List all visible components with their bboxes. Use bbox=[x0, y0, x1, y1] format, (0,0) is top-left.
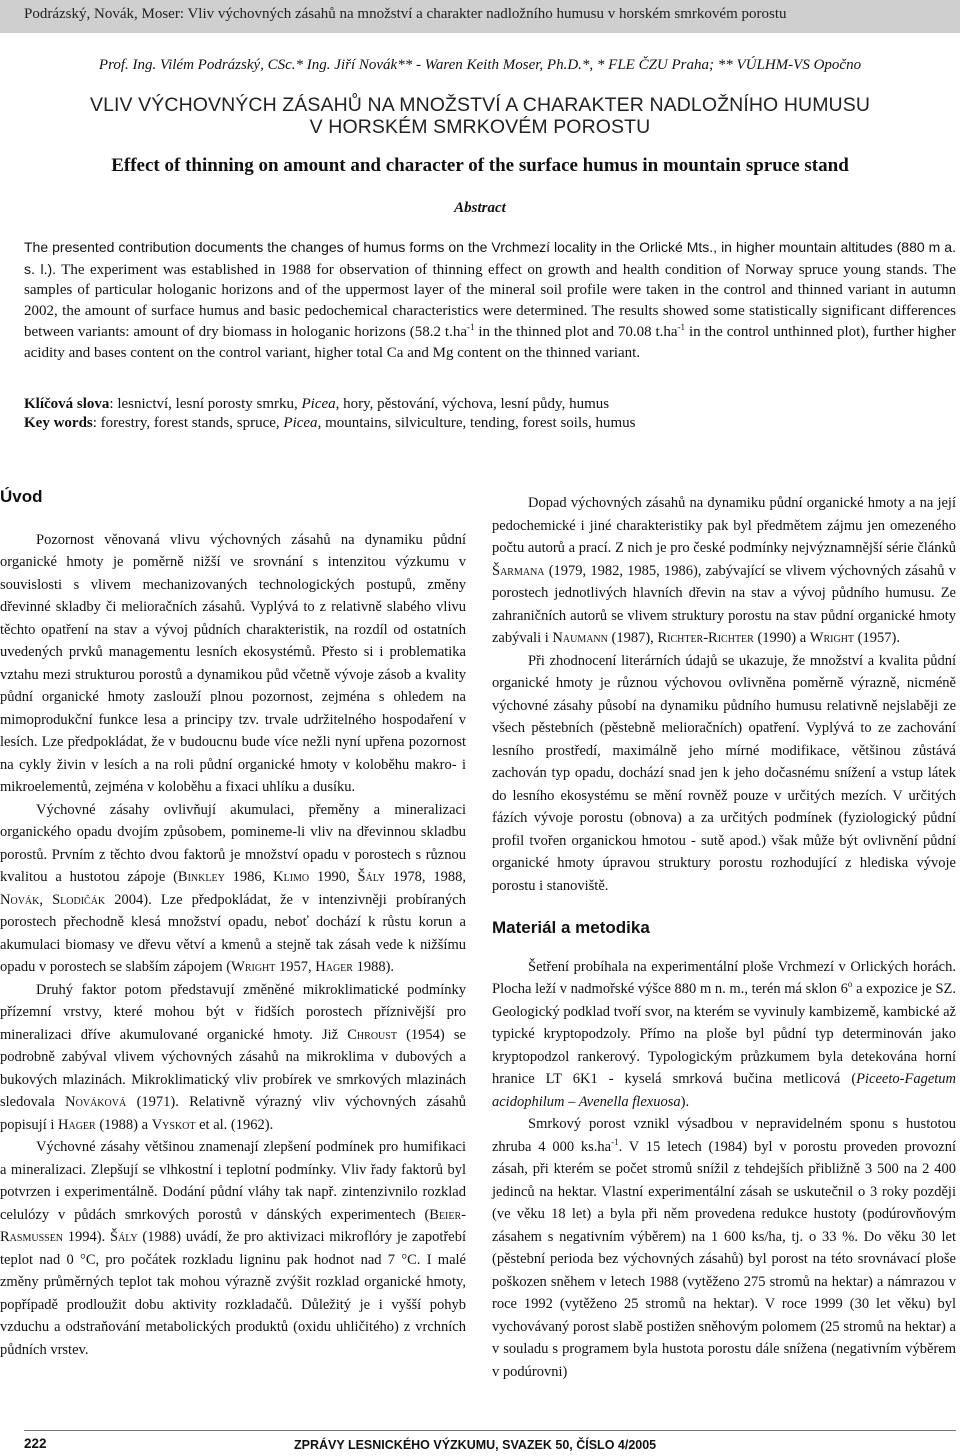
text: Druhý faktor potom představují změněné mikroklimatické podmínky přízemní vrstvy, které mohou být v řidších porostech příznivější pro mineralizaci dříve akumulované organické hmoty. Již bbox=[0, 981, 466, 1043]
text: (1988) a bbox=[95, 1116, 152, 1133]
text: (1990) a bbox=[753, 630, 810, 646]
text: (1988) uvádí, že pro aktivizaci mikroflóry je zapotřebí teplot nad 0 °C, pro počátek rozkladu ligninu pak hodnot nad 7 °C. I malé změny průměrných teplot tak mohou výrazně zvýšit rozklad organické hmoty, popřípadě prodloužit dobu aktivity rozkladačů. Důležitý je i vyšší pohyb vzduchu a odstraňování metabolických produktů (oxidu uhličitého) z vrchních půdních vrstev. bbox=[0, 1229, 466, 1358]
citation: Chroust bbox=[347, 1026, 397, 1043]
keywords-czech bbox=[24, 395, 956, 414]
species-italic: Piceeto-Fagetum acidophilum – Avenella flexuosa bbox=[492, 1071, 956, 1110]
text: (1979, 1982, 1985, 1986), zabývající se vlivem výchovných zásahů v porostech jednotlivých hlavních dřevin na stav a vývoj půdního humusu. Ze zahraničních autorů se vlivem struktury porostu na stav půdní organické hmoty zabývali i bbox=[492, 562, 956, 646]
text: (1957). bbox=[854, 630, 900, 646]
text: Výchovné zásahy většinou znamenají zlepšení podmínek pro humifikaci a mineralizaci. Zlepšují se vlhkostní i teplotní podmínky. Vliv řady faktorů byl potvrzen i experimentálně. Dodání půdní vláhy tak např. zintenzivnilo rozklad celulózy v půdách smrkových porostů v dánských experimentech ( bbox=[0, 1139, 466, 1223]
text: , bbox=[39, 891, 53, 908]
keywords-english-text-2: , mountains, silviculture, tending, forest soils, humus bbox=[317, 415, 636, 431]
text: (1987), bbox=[607, 630, 658, 646]
text: 1957, bbox=[275, 959, 316, 975]
citation: Vyskot bbox=[151, 1116, 196, 1133]
running-header: Podrázský, Novák, Moser: Vliv výchovných zásahů na množství a charakter nadložního humusu v horském smrkovém porostu bbox=[24, 6, 787, 22]
paragraph bbox=[0, 1136, 466, 1361]
paragraph: Při zhodnocení literárních údajů se ukazuje, že množství a kvalita půdní organické hmoty je různou výchovou ovlivněna poměrně výrazně, nicméně výchovné zásahy působí na dynamiku půdního humusu relativně nejslaběji ze všech pěstebních (pěstebně melioračních) opatření. Vyplývá to ze zachování lesního prostředí, maximálně jeho mírné modifikace, většinou zůstává zachován typ opadu, dochází snad jen k jeho dočasnému snížení a vstup látek do lesního ekosystému se mění rovněž pouze v určitých mezích. V určitých fázích vývoje porostu (obnova) a za určitých podmínek (fyziologický půdní profil tvořen organickou hmotou - sutě apod.) však může být ovlivnění půdní organické hmoty úpravou struktury porostu rozhodující z hlediska vývoje porostu i stanoviště. bbox=[492, 652, 956, 894]
paragraph bbox=[492, 956, 956, 1114]
abstract-part-4: in the control unthinned plot), further higher acidity and bases content on the control variant, higher total Ca and Mg content on the thinned variant. bbox=[24, 323, 956, 361]
abstract-part-2: The experiment was established in 1988 for observation of thinning effect on growth and health condition of Norway spruce young stands. The samples of particular hologanic horizons and of the uppermost layer of the mineral soil profile were taken in the control and thinned variant in autumn 2002, the amount of surface humus and basic pedochemical characteristics were determined. The results showed some statistically significant differences between variants: amount of dry biomass in hologanic horizons (58.2 t.ha bbox=[24, 261, 956, 340]
unit-sup: -1 bbox=[611, 1136, 619, 1147]
text: 1978, 1988, bbox=[385, 869, 467, 885]
text: Šetření probíhala na experimentální ploše Vrchmezí v Orlických horách. Plocha leží v nadmořské výšce 880 m n. m., terén má sklon 6 bbox=[492, 958, 956, 997]
citation: Nováková bbox=[65, 1094, 127, 1110]
keywords-czech-text-2: , hory, pěstování, výchova, lesní půdy, humus bbox=[335, 396, 610, 412]
keywords-czech-italic: Picea bbox=[301, 396, 336, 412]
text: . V 15 letech (1984) byl v porostu proveden provozní zásah, při kterém se počet stromů snížil z tehdejších přibližně 3 500 na 2 400 jedinců na hektar. Vlastní experimentální zásah se uskutečnil o 3 roky později (ve věku 18 let) a byla při něm provedena redukce hustoty (podúrovňovým zásahem s negativním výběrem) na 1 600 ks/ha, tj. o 33 %. Do věku 30 let (pěstební perioda bez výchovných zásahů) byl porost na této srovnávací ploše poškozen sněhem v letech 1988 (vytěženo 275 stromů na hektar) a námrazou v roce 1992 (vytěženo 25 stromů na hektar). V roce 1999 (30 let věku) byl vychovávaný porost slabě postižen sněhovým polomem (25 stromů na hektar) a v souladu s programem byla hustota porostu dále snížena (negativním výběrem v podúrovni) bbox=[492, 1138, 956, 1380]
title-czech-line-2: V HORSKÉM SMRKOVÉM POROSTU bbox=[309, 116, 651, 138]
section-heading-material: Materiál a metodika bbox=[492, 918, 650, 937]
citation: Binkley bbox=[177, 869, 225, 885]
text: 1994). bbox=[63, 1229, 111, 1245]
citation: Richter-Richter bbox=[657, 630, 754, 646]
citation: Šarmana bbox=[492, 562, 545, 579]
paragraph bbox=[0, 979, 466, 1137]
paragraph bbox=[492, 1113, 956, 1383]
keywords-english bbox=[24, 414, 956, 433]
text: (1971). Relativně výrazný vliv výchovných zásahů popisují i bbox=[0, 1094, 466, 1133]
abstract-part-1: The presented contribution documents the changes of humus forms on the Vrchmezí locality in the Orlické Mts., in higher mountain altitudes (880 m a. s. l.). bbox=[24, 239, 956, 277]
citation: Hager bbox=[58, 1116, 96, 1133]
citation: Hager bbox=[315, 959, 353, 975]
text: a expozice je SZ. Geologický podklad tvoří svor, na kterém se vyvinuly kambizemě, kambické až typické kryptopodzoly. Přímo na ploše byl půdní typ determinován jako kryptopodzol rankerový. Typologickým průzkumem byla detekována horní hranice LT 6K1 - kyselá smrková bučina metlicová ( bbox=[492, 981, 957, 1087]
citation: Wright bbox=[809, 630, 855, 646]
text: et al. (1962). bbox=[195, 1116, 274, 1133]
citation: Šály bbox=[357, 869, 386, 885]
text: (1954) se podrobně zabýval vlivem výchovných zásahů na mikroklima v dubových a bukových mlazinách. Mikroklimatický vliv probírek ve smrkových mlazinách sledovala bbox=[0, 1026, 466, 1110]
running-header-band bbox=[0, 0, 960, 33]
citation: Naumann bbox=[552, 630, 608, 646]
keywords-czech-text: : lesnictví, lesní porosty smrku, bbox=[109, 396, 302, 412]
keywords-czech-label: Klíčová slova bbox=[24, 396, 110, 412]
journal-footer: ZPRÁVY LESNICKÉHO VÝZKUMU, SVAZEK 50, ČÍSLO 4/2005 bbox=[294, 1438, 657, 1452]
text: 1988). bbox=[352, 959, 395, 975]
paragraph bbox=[492, 492, 956, 650]
page-number: 222 bbox=[24, 1436, 47, 1451]
text: Výchovné zásahy ovlivňují akumulaci, přeměny a mineralizaci organického opadu dvojím způsobem, pomineme-li vliv na dřevinnou skladbu porostů. Prvním z těchto dvou faktorů je množství opadu v porostech s různou kvalitou a hustotou zápoje ( bbox=[0, 801, 466, 885]
abstract-text bbox=[24, 237, 956, 363]
abstract-sup-1: -1 bbox=[467, 321, 475, 332]
left-column bbox=[0, 486, 466, 1361]
text: 2004). Lze předpokládat, že v intenzivněji probíraných porostech přechodně klesá množství opadu, neboť dochází k růstu korun a akumulaci biomasy ve dřevu větví a kmenů a stejně tak zásah vede k nižšímu opadu v porostech se slabším zápojem ( bbox=[0, 891, 466, 975]
abstract-part-3: in the thinned plot and 70.08 t.ha bbox=[474, 323, 678, 340]
citation: Klimo bbox=[273, 869, 310, 885]
text: 1990, bbox=[309, 869, 358, 885]
title-czech-line-1: VLIV VÝCHOVNÝCH ZÁSAHŮ NA MNOŽSTVÍ A CHARAKTER NADLOŽNÍHO HUMUSU bbox=[89, 94, 871, 116]
degree-sup: o bbox=[847, 979, 853, 990]
footer-rule bbox=[24, 1430, 956, 1431]
title-english: Effect of thinning on amount and character of the surface humus in mountain spruce stand bbox=[111, 155, 849, 176]
citation: Šály bbox=[110, 1229, 138, 1245]
paragraph bbox=[0, 799, 466, 979]
paragraph: Pozornost věnovaná vlivu výchovných zásahů na dynamiku půdní organické hmoty je poměrně nižší ve srovnání s intenzitou výzkumu v souvislosti s vlivem mechanizovaných technologických postupů, změny dřevinné skladby či melioračních zásahů. Vyplývá to z relativně slabého vlivu těchto opatření na stav a vývoj půdních charakteristik, na rozdíl od ostatních uvedených prvků managementu lesních ekosystémů. Přesto si i problematika vztahu mezi strukturou porostů a dynamikou půd včetně vývoje zásob a kvality půdní organické hmoty zaslouží plnou pozornost, zejména s ohledem na mimoprodukční funkce lesa a principy tzv. trvale udržitelného hospodaření v lesích. Lze předpokládat, že v budoucnu bude více nežli nyní upřena pozornost na cykly živin v lesích a na roli půdní organické hmoty v koloběhu makro- i mikroelementů, zejména v koloběhu a fixaci uhlíku a dusíku. bbox=[0, 531, 466, 795]
title-czech bbox=[0, 94, 960, 138]
abstract-heading: Abstract bbox=[454, 200, 506, 216]
keywords-english-label: Key words bbox=[24, 415, 93, 431]
right-column bbox=[492, 492, 956, 1383]
text: 1986, bbox=[224, 869, 274, 885]
citation: Slodičák bbox=[52, 891, 106, 908]
text: Smrkový porost vznikl výsadbou v nepravidelném sponu s hustotou zhruba 4 000 ks.ha bbox=[492, 1116, 956, 1155]
keywords-english-text: : forestry, forest stands, spruce, bbox=[92, 415, 284, 431]
authors-line: Prof. Ing. Vilém Podrázský, CSc.* Ing. Jiří Novák** - Waren Keith Moser, Ph.D.*, * FLE ČZU Praha; ** VÚLHM-VS Opočno bbox=[98, 57, 862, 73]
citation: Novák bbox=[0, 891, 40, 908]
keywords-english-italic: Picea bbox=[283, 415, 318, 431]
section-heading-uvod: Úvod bbox=[0, 487, 43, 506]
citation: Beier-Rasmussen bbox=[0, 1206, 466, 1245]
abstract-sup-2: -1 bbox=[677, 321, 686, 332]
citation: Wright bbox=[231, 959, 276, 975]
text: Dopad výchovných zásahů na dynamiku půdní organické hmoty a na její pedochemické i jiné charakteristiky pak byl předmětem zájmu jen omezeného počtu autorů a prací. Z nich je pro české podmínky nejvýznamnější série článků bbox=[492, 495, 956, 556]
text: ). bbox=[680, 1093, 690, 1110]
